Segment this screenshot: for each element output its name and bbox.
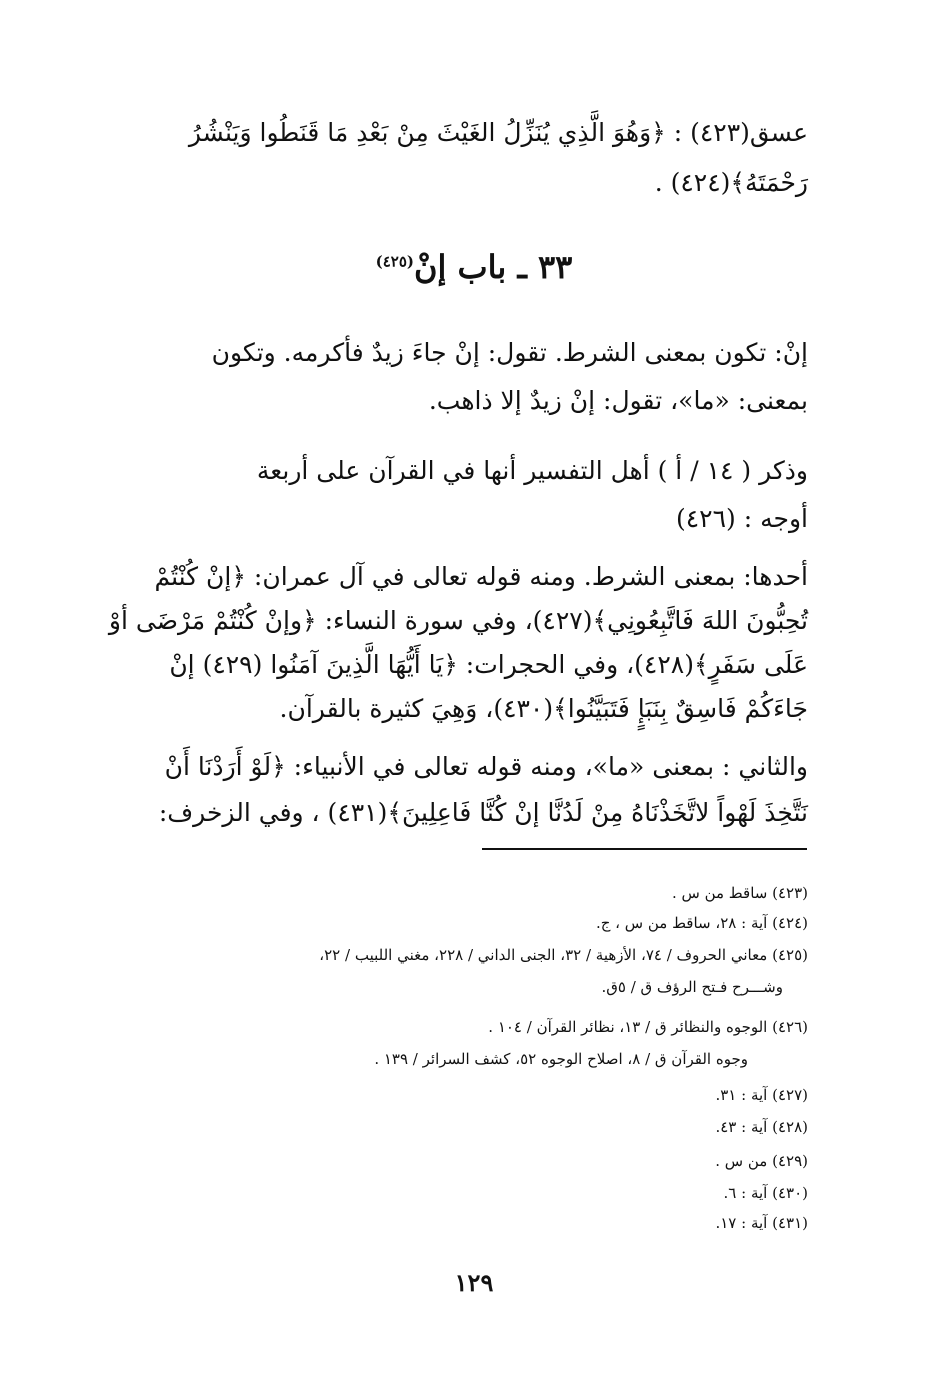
paragraph-line-3: وذكر ( ١٤ / أ ) أهل التفسير أنها في القرآن على أربعة xyxy=(256,456,808,485)
paragraph-line-8: جَاءَكُمْ فَاسِقٌ بِنَبَإٍ فَتَبَيَّنُوا﴾(٤٣٠)، وَهِيَ كثيرة بالقرآن. xyxy=(279,694,808,723)
paragraph-line-5: أحدها: بمعنى الشرط. ومنه قوله تعالى في آل عمران: ﴿إنْ كُنْتُمْ xyxy=(154,562,808,591)
footnote-427: (٤٢٧) آية : ٣١. xyxy=(715,1086,808,1104)
chapter-title-text: ٣٣ ـ باب إنْ xyxy=(414,248,573,286)
footnote-430: (٤٣٠) آية : ٦. xyxy=(723,1184,808,1202)
footnote-divider xyxy=(482,848,807,850)
footnote-425: (٤٢٥) معاني الحروف / ٧٤، الأزهية / ٣٢، الجنى الداني / ٢٢٨، مغني اللبيب / ٢٢، xyxy=(319,946,808,964)
intro-line-2: رَحْمَتَهُ﴾(٤٢٤) . xyxy=(654,168,808,197)
footnote-431: (٤٣١) آية : ١٧. xyxy=(715,1214,808,1232)
chapter-title-note: (٤٢٥) xyxy=(375,252,415,271)
paragraph-line-4: أوجه : (٤٢٦) xyxy=(675,504,808,533)
paragraph-line-10: نَتَّخِذَ لَهْواً لاتَّخَذْنَاهُ مِنْ لَدُنَّا إنْ كُنَّا فَاعِلِينَ﴾(٤٣١) ، وفي الزخرف: xyxy=(158,798,808,827)
paragraph-line-7: عَلَى سَفَرٍ﴾(٤٢٨)، وفي الحجرات: ﴿يَا أَيُّهَا الَّذِينَ آمَنُوا (٤٢٩) إنْ xyxy=(169,650,808,679)
footnote-428: (٤٢٨) آية : ٤٣. xyxy=(715,1118,808,1136)
paragraph-line-9: والثاني : بمعنى «ما»، ومنه قوله تعالى في الأنبياء: ﴿لَوْ أَرَدْنَا أَنْ xyxy=(164,752,808,781)
chapter-title xyxy=(0,248,948,286)
intro-line-1: عسق(٤٢٣) : ﴿وَهُوَ الَّذِي يُنَزِّلُ الغَيْثَ مِنْ بَعْدِ مَا قَنَطُوا وَيَنْشُرُ xyxy=(188,118,808,147)
paragraph-line-1: إنْ: تكون بمعنى الشرط. تقول: إنْ جاءَ زيدٌ فأكرمه. وتكون xyxy=(211,338,808,367)
footnote-426-continued: وجوه القرآن ق / ٨، اصلاح الوجوه ٥٢، كشف السرائر / ١٣٩ . xyxy=(374,1050,748,1068)
paragraph-line-6: تُحِبُّونَ اللهَ فَاتَّبِعُونِي﴾(٤٢٧)، وفي سورة النساء: ﴿وإنْ كُنْتُمْ مَرْضَى أوْ xyxy=(108,606,808,635)
footnote-425-continued: وشـــرح فـتح الرؤف ق / ٥ق. xyxy=(601,978,783,996)
page-number: ١٢٩ xyxy=(454,1268,494,1297)
footnote-424: (٤٢٤) آية : ٢٨، ساقط من س ، ج. xyxy=(595,914,808,932)
footnote-426: (٤٢٦) الوجوه والنظائر ق / ١٣، نظائر القرآن / ١٠٤ . xyxy=(488,1018,808,1036)
paragraph-line-2: بمعنى: «ما»، تقول: إنْ زيدٌ إلا ذاهب. xyxy=(428,386,808,415)
footnote-429: (٤٢٩) من س . xyxy=(715,1152,808,1170)
footnote-423: (٤٢٣) ساقط من س . xyxy=(671,884,808,902)
